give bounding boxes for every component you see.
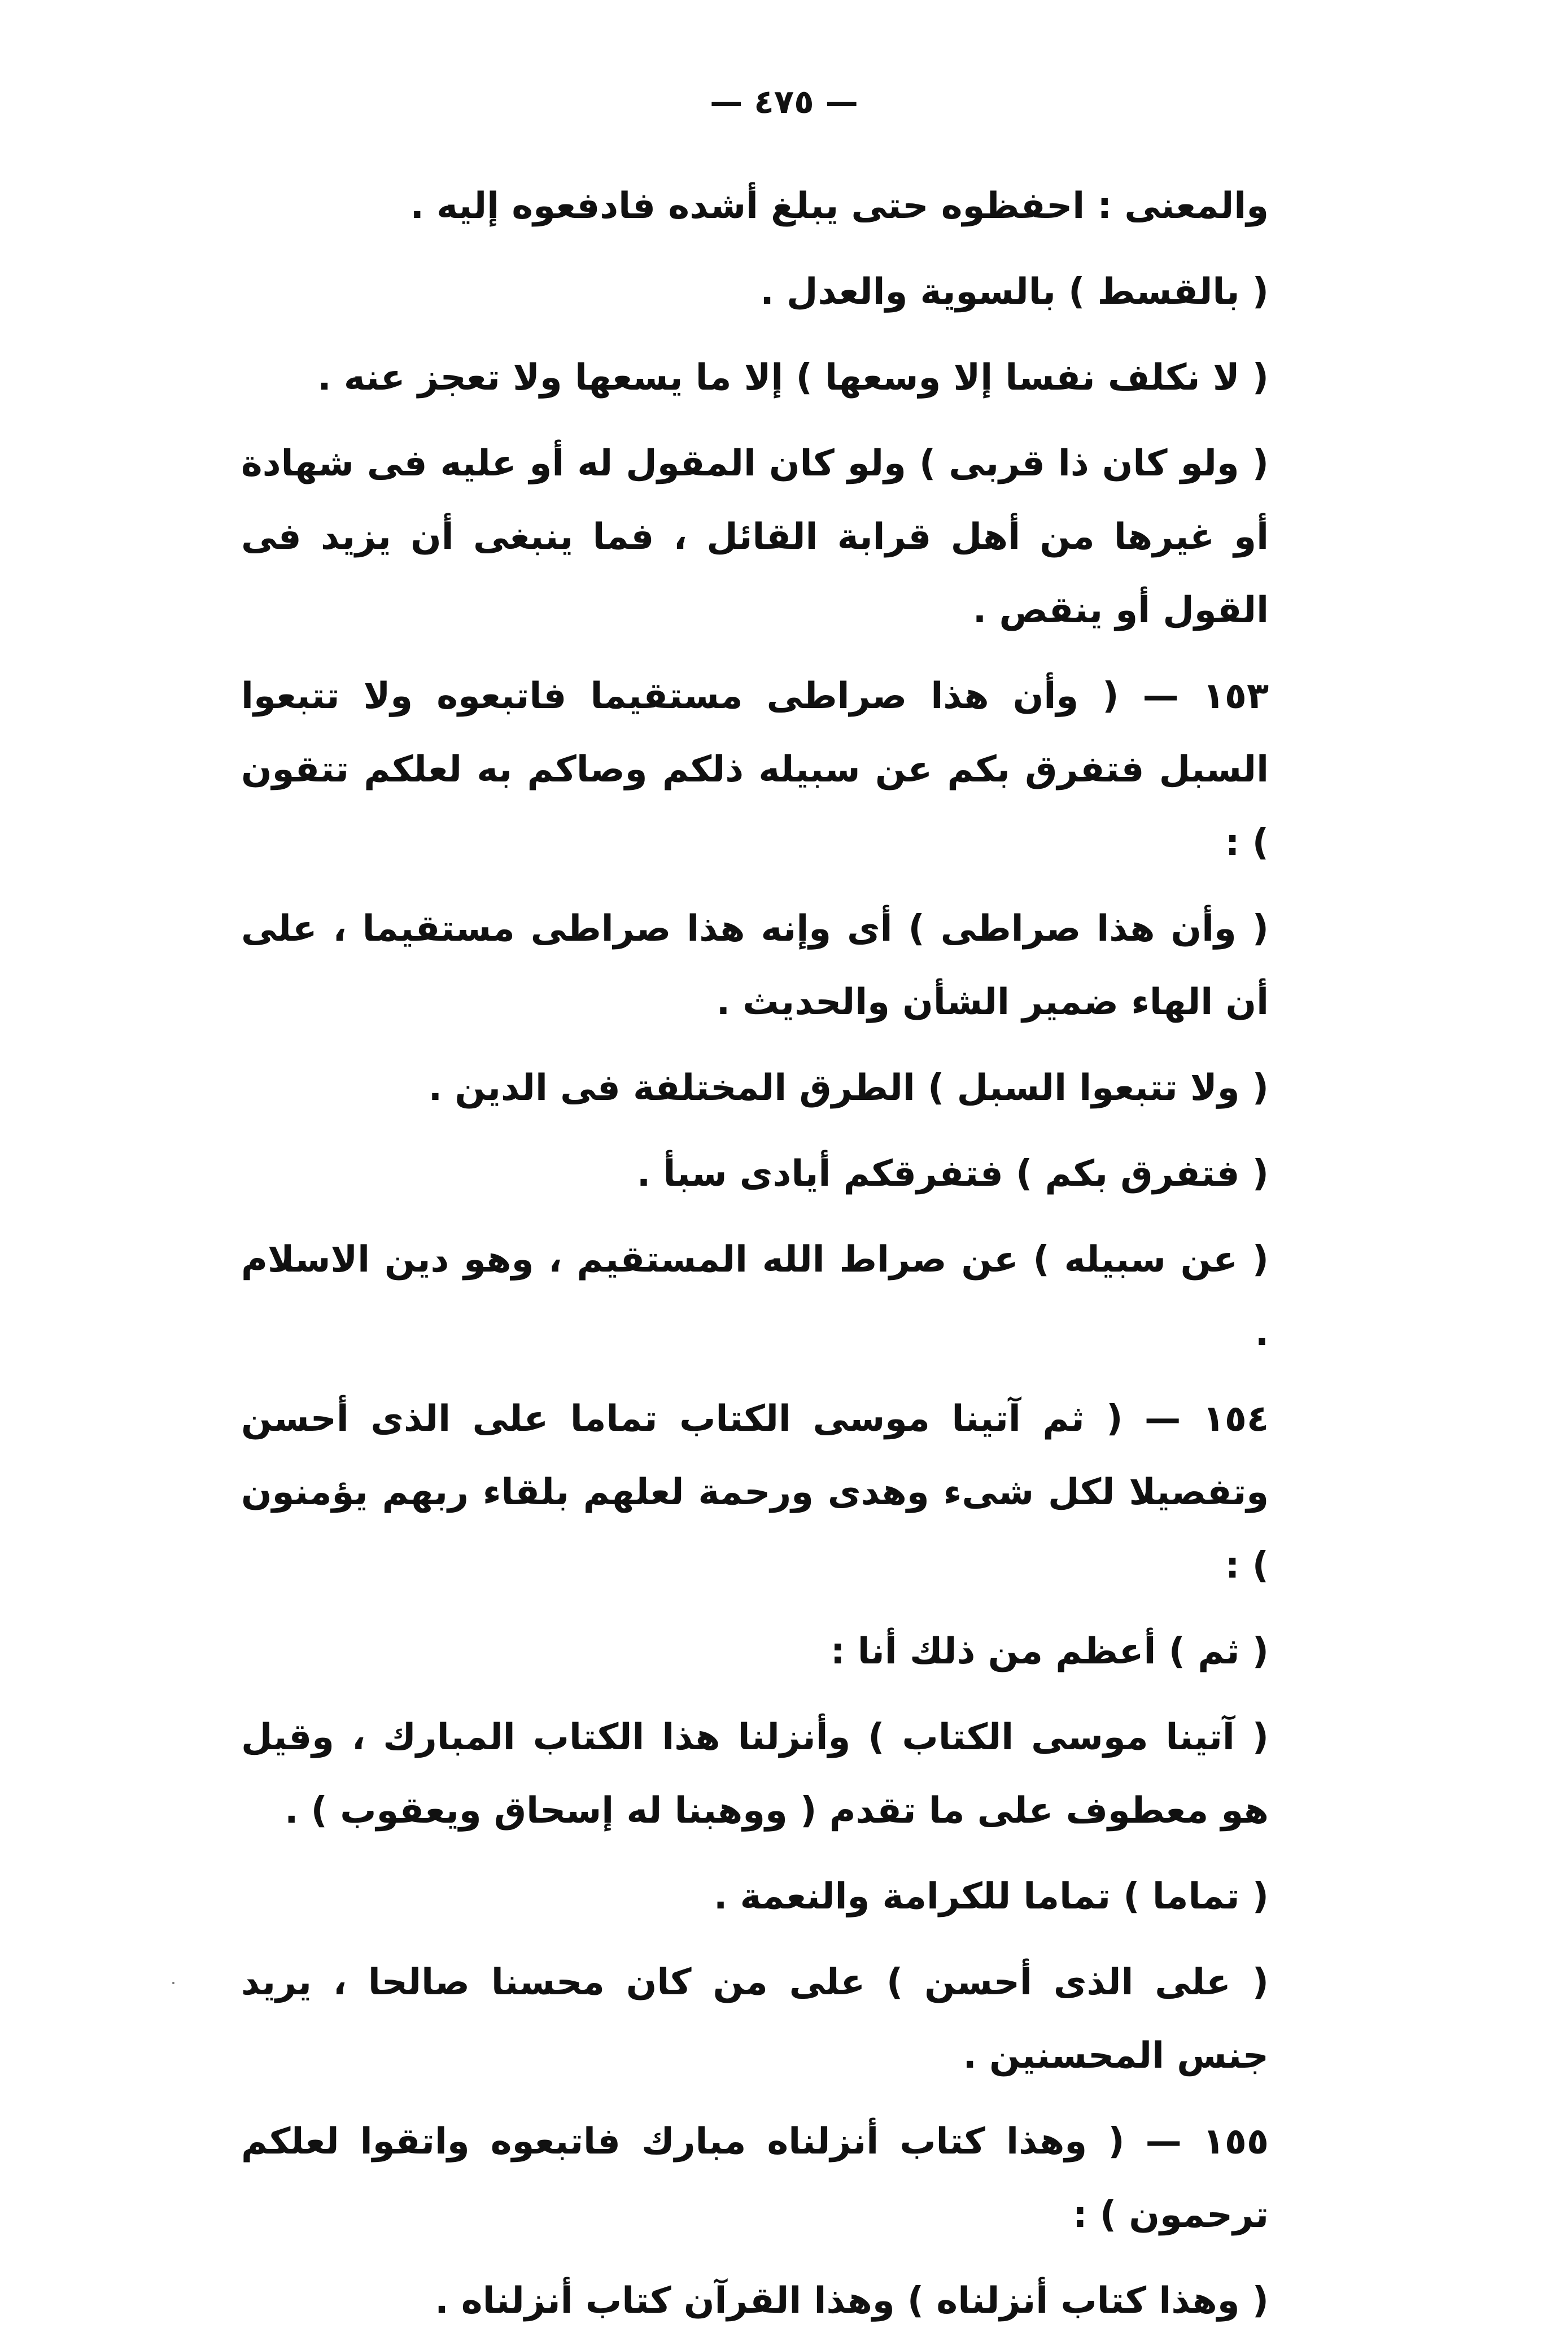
paragraph-gloss: ( ولا تتبعوا السبل ) الطرق المختلفة فى الدين .: [428, 1067, 1269, 1109]
paragraph-gloss: ( ثم ) أعظم من ذلك أنا :: [830, 1631, 1269, 1672]
paragraph-gloss: ( لا نكلف نفسا إلا وسعها ) إلا ما يسعها ولا تعجز عنه .: [317, 357, 1269, 399]
page-body: [241, 169, 1331, 2350]
paragraph-gloss: ( بالقسط ) بالسوية والعدل .: [760, 271, 1269, 313]
paragraph-gloss: ( تماما ) تماما للكرامة والنعمة .: [713, 1876, 1269, 1917]
paragraph-gloss: ( فتفرق بكم ) فتفرقكم أيادى سبأ .: [636, 1153, 1269, 1195]
verse-155: ١٥٥ — ( وهذا كتاب أنزلناه مبارك فاتبعوه واتقوا لعلكم ترحمون ) :: [241, 2121, 1269, 2236]
paragraph-gloss: ( ولو كان ذا قربى ) ولو كان المقول له أو عليه فى شهادة أو غيرها من أهل قرابة القائل ، فما ينبغى أن يزيد فى القول أو ينقص .: [241, 443, 1269, 631]
page-number: — ٤٧٥ —: [710, 82, 858, 121]
verse-154: ١٥٤ — ( ثم آتينا موسى الكتاب تماما على الذى أحسن وتفصيلا لكل شىء وهدى ورحمة لعلهم بلقاء ربهم يؤمنون ) :: [241, 1398, 1269, 1587]
scan-speck: [172, 1982, 174, 1984]
paragraph-explanation: والمعنى : احفظوه حتى يبلغ أشده فادفعوه إليه .: [410, 185, 1269, 227]
paragraph-gloss: ( على الذى أحسن ) على من كان محسنا صالحا ، يريد جنس المحسنين .: [241, 1962, 1269, 2077]
paragraph-gloss: ( وأن هذا صراطى ) أى وإنه هذا صراطى مستقيما ، على أن الهاء ضمير الشأن والحديث .: [241, 908, 1269, 1023]
paragraph-gloss: ( عن سبيله ) عن صراط الله المستقيم ، وهو دين الاسلام .: [241, 1239, 1269, 1354]
paragraph-gloss: ( وهذا كتاب أنزلناه ) وهذا القرآن كتاب أنزلناه .: [435, 2280, 1269, 2322]
paragraph-gloss: ( آتينا موسى الكتاب ) وأنزلنا هذا الكتاب المبارك ، وقيل هو معطوف على ما تقدم ( ووهبنا له إسحاق ويعقوب ) .: [241, 1716, 1269, 1832]
verse-153: ١٥٣ — ( وأن هذا صراطى مستقيما فاتبعوه ولا تتبعوا السبل فتفرق بكم عن سبيله ذلكم وصاكم به لعلكم تتقون ) :: [241, 675, 1269, 864]
